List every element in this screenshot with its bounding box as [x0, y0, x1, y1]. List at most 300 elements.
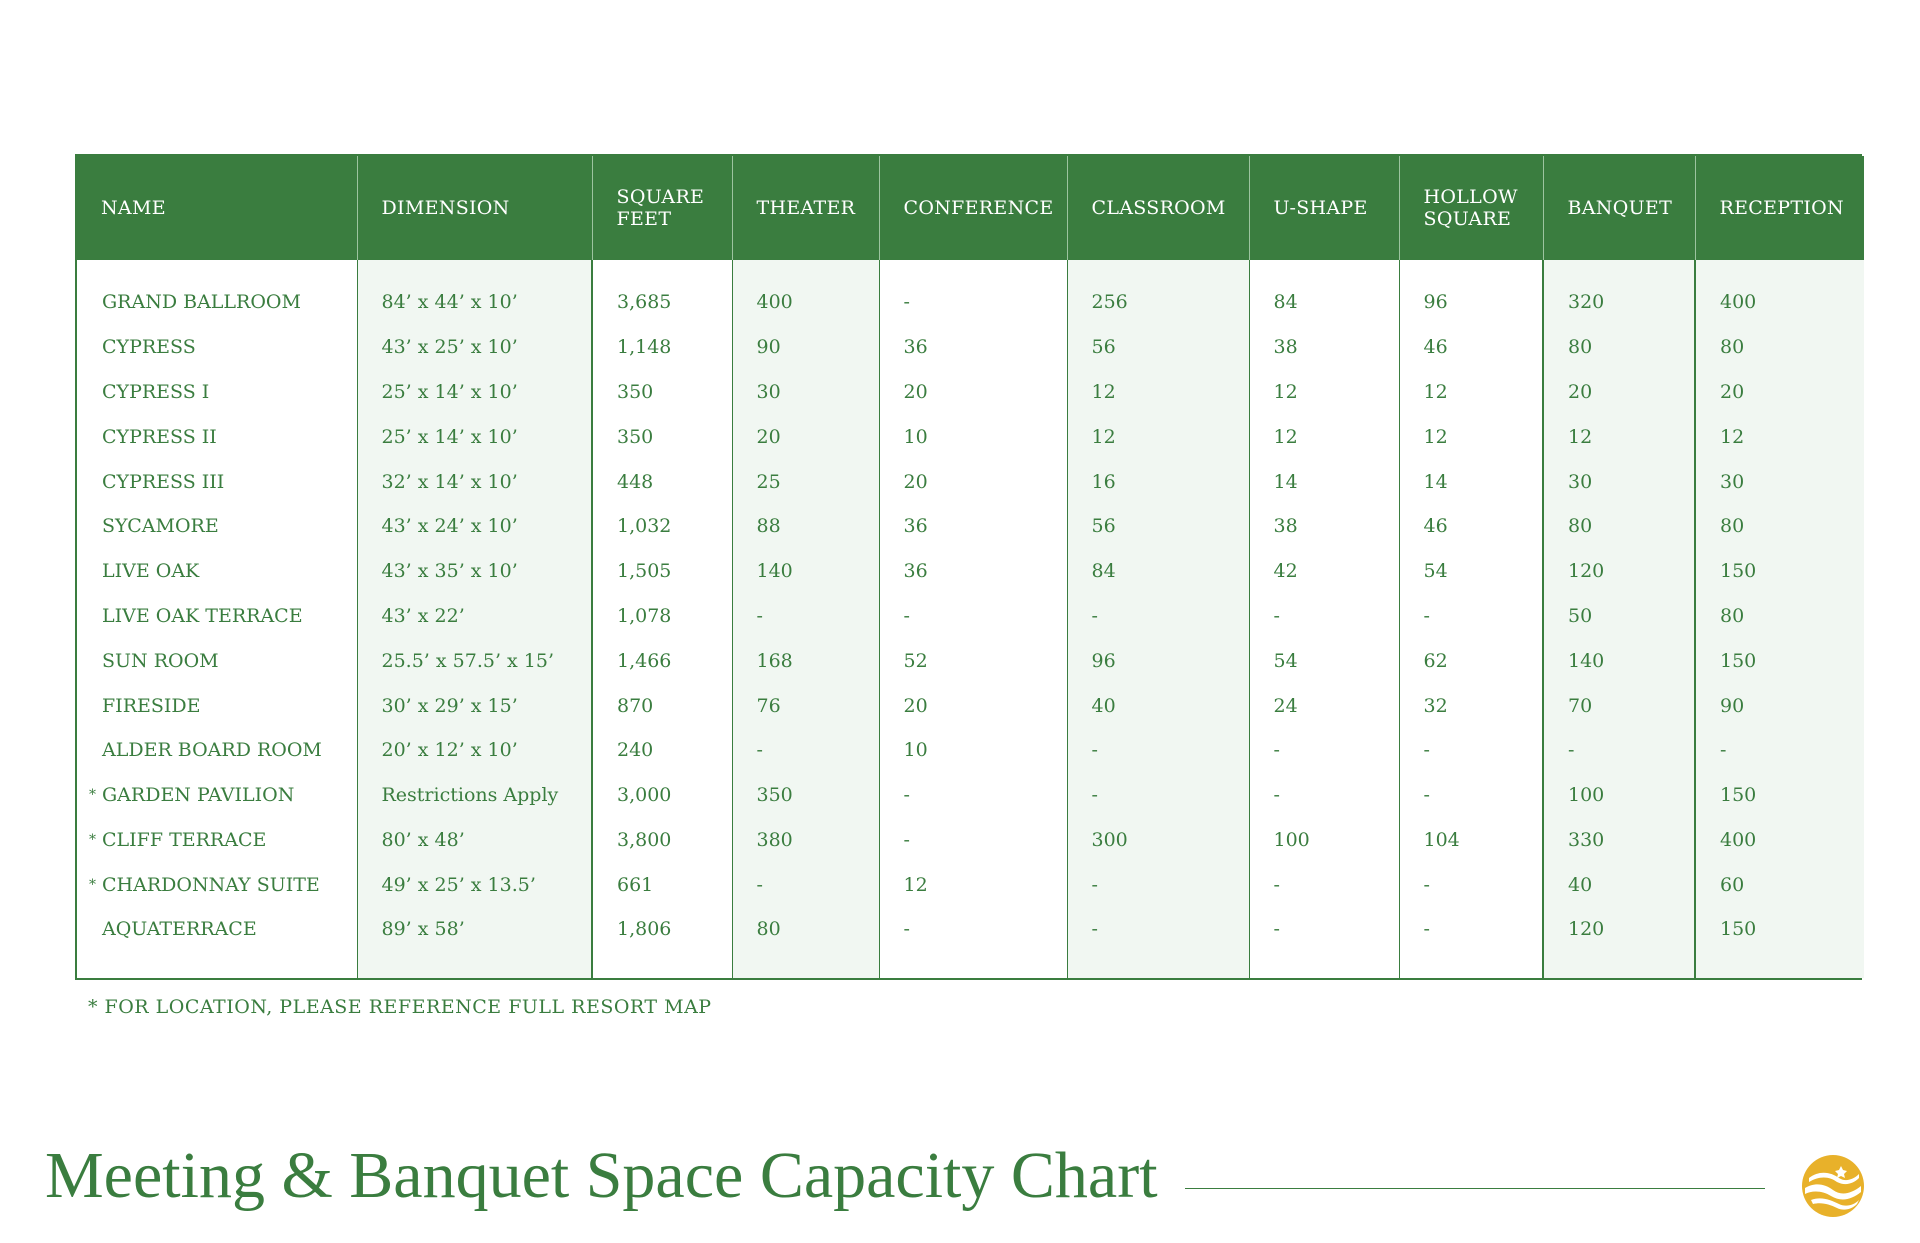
spacer-cell: [1067, 952, 1249, 978]
cell-text: 120: [1568, 560, 1605, 583]
cell-text: 70: [1568, 694, 1593, 717]
cell-text: 140: [756, 560, 793, 583]
cell-text: 12: [1568, 425, 1593, 448]
table-cell: [1399, 549, 1543, 594]
table-cell: [592, 773, 732, 818]
cell-text: 100: [1273, 828, 1310, 851]
cell-text: 3,800: [617, 828, 672, 851]
cell-text: 54: [1273, 649, 1298, 672]
table-cell: [357, 325, 592, 370]
table-row: [77, 280, 1864, 325]
cell-text: 80’ x 48’: [381, 828, 465, 851]
cell-text: 400: [1720, 291, 1757, 314]
table-cell: [1695, 325, 1864, 370]
table-cell: [1543, 683, 1695, 728]
cell-text: 30’ x 29’ x 15’: [381, 694, 518, 717]
cell-text: 56: [1091, 336, 1116, 359]
table-cell: [879, 907, 1067, 952]
table-cell: [357, 549, 592, 594]
cell-text: 20: [1720, 381, 1745, 404]
table-cell: [1399, 459, 1543, 504]
table-cell: [732, 862, 879, 907]
table-cell: [357, 728, 592, 773]
table-cell: [732, 594, 879, 639]
cell-text: 30: [1568, 470, 1593, 493]
table-cell: [732, 683, 879, 728]
table-cell: [1249, 728, 1399, 773]
cell-text: 320: [1568, 291, 1605, 314]
cell-text: AQUATERRACE: [102, 918, 257, 941]
table-row: [77, 594, 1864, 639]
cell-text: -: [756, 873, 763, 896]
cell-text: 350: [617, 381, 654, 404]
table-cell: [592, 817, 732, 862]
table-cell: [1399, 370, 1543, 415]
table-cell: [592, 414, 732, 459]
title-divider: [1185, 1188, 1765, 1189]
capacity-table: [77, 156, 1864, 978]
table-row: [77, 773, 1864, 818]
cell-text: 12: [1091, 425, 1116, 448]
cell-text: 36: [903, 336, 928, 359]
cell-text: 80: [1720, 515, 1745, 538]
cell-text: -: [1273, 604, 1280, 627]
cell-text: 10: [903, 739, 928, 762]
column-header: [879, 156, 1067, 260]
cell-text: -: [1423, 873, 1430, 896]
table-cell: [1543, 549, 1695, 594]
table-cell: [1695, 862, 1864, 907]
cell-text: 38: [1273, 515, 1298, 538]
cell-text: 1,078: [617, 604, 672, 627]
table-cell: [357, 638, 592, 683]
table-cell: [1067, 549, 1249, 594]
table-cell: [357, 907, 592, 952]
cell-text: 56: [1091, 515, 1116, 538]
cell-text: 14: [1423, 470, 1448, 493]
spacer-cell: [879, 952, 1067, 978]
cell-text: SUN ROOM: [102, 649, 219, 672]
table-cell: [1399, 638, 1543, 683]
cell-text: -: [1720, 739, 1727, 762]
cell-text: CYPRESS III: [102, 470, 225, 493]
table-cell: [732, 817, 879, 862]
cell-text: 40: [1091, 694, 1116, 717]
cell-text: -: [903, 291, 910, 314]
table-spacer-row: [77, 260, 1864, 280]
table-cell: [1249, 862, 1399, 907]
footnote: * FOR LOCATION, PLEASE REFERENCE FULL RESORT MAP: [88, 996, 712, 1018]
room-name-cell: [77, 817, 357, 862]
table-cell: [1067, 728, 1249, 773]
cell-text: -: [903, 604, 910, 627]
table-cell: [879, 370, 1067, 415]
cell-text: 12: [1720, 425, 1745, 448]
cell-text: 350: [756, 784, 793, 807]
table-cell: [592, 459, 732, 504]
cell-text: -: [903, 918, 910, 941]
cell-text: 90: [756, 336, 781, 359]
column-header: [357, 156, 592, 260]
cell-text: -: [1568, 739, 1575, 762]
table-cell: [592, 728, 732, 773]
table-cell: [732, 325, 879, 370]
table-cell: [1695, 683, 1864, 728]
table-cell: [879, 549, 1067, 594]
cell-text: -: [1423, 739, 1430, 762]
room-name-cell: [77, 594, 357, 639]
cell-text: 10: [903, 425, 928, 448]
table-cell: [1067, 459, 1249, 504]
cell-text: 150: [1720, 560, 1757, 583]
cell-text: 43’ x 35’ x 10’: [381, 560, 518, 583]
table-cell: [879, 325, 1067, 370]
cell-text: CYPRESS II: [102, 425, 217, 448]
column-header: [1249, 156, 1399, 260]
table-cell: [1399, 817, 1543, 862]
table-cell: [1695, 728, 1864, 773]
cell-text: 89’ x 58’: [381, 918, 465, 941]
cell-text: CHARDONNAY SUITE: [102, 873, 320, 896]
cell-text: 25’ x 14’ x 10’: [381, 425, 518, 448]
cell-text: -: [1423, 784, 1430, 807]
table-cell: [1249, 638, 1399, 683]
spacer-cell: [1543, 260, 1695, 280]
table-cell: [1399, 325, 1543, 370]
table-cell: [357, 683, 592, 728]
cell-text: -: [756, 739, 763, 762]
table-cell: [592, 504, 732, 549]
room-name-cell: [77, 280, 357, 325]
table-cell: [879, 773, 1067, 818]
table-cell: [1067, 638, 1249, 683]
table-cell: [732, 549, 879, 594]
table-body: [77, 260, 1864, 978]
table-cell: [1543, 638, 1695, 683]
table-cell: [1249, 280, 1399, 325]
cell-text: 256: [1091, 291, 1128, 314]
spacer-cell: [77, 952, 357, 978]
cell-text: 25’ x 14’ x 10’: [381, 381, 518, 404]
cell-text: 12: [1273, 381, 1298, 404]
room-name-cell: [77, 862, 357, 907]
cell-text: 100: [1568, 784, 1605, 807]
table-cell: [1249, 370, 1399, 415]
cell-text: CLIFF TERRACE: [102, 828, 267, 851]
column-header: [1399, 156, 1543, 260]
cell-text: 1,466: [617, 649, 672, 672]
table-cell: [1695, 414, 1864, 459]
table-spacer-row: [77, 952, 1864, 978]
table-cell: [357, 414, 592, 459]
table-row: [77, 638, 1864, 683]
spacer-cell: [357, 952, 592, 978]
room-name-cell: [77, 683, 357, 728]
cell-text: 80: [1720, 336, 1745, 359]
cell-text: SYCAMORE: [102, 515, 219, 538]
table-cell: [1543, 817, 1695, 862]
cell-text: 46: [1423, 515, 1448, 538]
table-cell: [1249, 907, 1399, 952]
cell-text: 84’ x 44’ x 10’: [381, 291, 518, 314]
table-cell: [1067, 325, 1249, 370]
cell-text: 43’ x 24’ x 10’: [381, 515, 518, 538]
table-cell: [1067, 773, 1249, 818]
spacer-cell: [879, 260, 1067, 280]
cell-text: 25: [756, 470, 781, 493]
cell-text: 400: [1720, 828, 1757, 851]
cell-text: 20: [903, 470, 928, 493]
cell-text: 20: [903, 694, 928, 717]
column-header-text: U-SHAPE: [1273, 197, 1368, 219]
table-cell: [592, 280, 732, 325]
table-row: [77, 907, 1864, 952]
table-cell: [357, 280, 592, 325]
cell-text: 43’ x 25’ x 10’: [381, 336, 518, 359]
cell-text: 1,505: [617, 560, 672, 583]
table-cell: [732, 907, 879, 952]
table-row: [77, 370, 1864, 415]
spacer-cell: [1543, 952, 1695, 978]
cell-text: 90: [1720, 694, 1745, 717]
room-name-cell: [77, 459, 357, 504]
capacity-table-container: [75, 154, 1862, 980]
cell-text: 20: [756, 425, 781, 448]
column-header-text: BANQUET: [1567, 197, 1673, 219]
page-title: Meeting & Banquet Space Capacity Chart: [45, 1139, 1158, 1212]
table-row: [77, 325, 1864, 370]
table-row: [77, 862, 1864, 907]
cell-text: GRAND BALLROOM: [102, 291, 301, 314]
cell-text: LIVE OAK TERRACE: [102, 604, 303, 627]
asterisk-marker: *: [89, 787, 96, 804]
table-cell: [1067, 504, 1249, 549]
table-cell: [1399, 728, 1543, 773]
cell-text: 88: [756, 515, 781, 538]
table-cell: [879, 594, 1067, 639]
table-cell: [732, 370, 879, 415]
cell-text: 350: [617, 425, 654, 448]
table-cell: [1543, 907, 1695, 952]
cell-text: 12: [1273, 425, 1298, 448]
cell-text: 96: [1423, 291, 1448, 314]
table-cell: [1543, 594, 1695, 639]
spacer-cell: [1249, 260, 1399, 280]
table-cell: [357, 459, 592, 504]
cell-text: -: [1091, 918, 1098, 941]
column-header: [1695, 156, 1864, 260]
cell-text: 50: [1568, 604, 1593, 627]
table-cell: [1543, 414, 1695, 459]
cell-text: -: [1091, 604, 1098, 627]
table-cell: [879, 683, 1067, 728]
table-cell: [879, 459, 1067, 504]
cell-text: CYPRESS I: [102, 381, 210, 404]
cell-text: 14: [1273, 470, 1298, 493]
cell-text: -: [1091, 739, 1098, 762]
room-name-cell: [77, 638, 357, 683]
table-cell: [732, 728, 879, 773]
table-cell: [592, 907, 732, 952]
cell-text: 1,148: [617, 336, 672, 359]
table-cell: [1695, 817, 1864, 862]
cell-text: 104: [1423, 828, 1460, 851]
table-cell: [879, 280, 1067, 325]
table-cell: [879, 817, 1067, 862]
table-row: [77, 459, 1864, 504]
table-cell: [357, 773, 592, 818]
table-cell: [879, 728, 1067, 773]
spacer-cell: [1399, 260, 1543, 280]
table-cell: [1249, 773, 1399, 818]
table-cell: [1543, 280, 1695, 325]
table-cell: [1543, 773, 1695, 818]
cell-text: 36: [903, 515, 928, 538]
cell-text: 3,000: [617, 784, 672, 807]
cell-text: 25.5’ x 57.5’ x 15’: [381, 649, 554, 672]
cell-text: 330: [1568, 828, 1605, 851]
spacer-cell: [1695, 260, 1864, 280]
table-cell: [1399, 862, 1543, 907]
cell-text: 168: [756, 649, 793, 672]
table-cell: [1067, 862, 1249, 907]
cell-text: 12: [1423, 425, 1448, 448]
cell-text: 38: [1273, 336, 1298, 359]
table-cell: [592, 683, 732, 728]
cell-text: 150: [1720, 918, 1757, 941]
column-header-text: SQUARE: [1423, 208, 1512, 230]
cell-text: -: [1091, 873, 1098, 896]
table-cell: [1249, 459, 1399, 504]
table-cell: [1695, 773, 1864, 818]
room-name-cell: [77, 414, 357, 459]
table-cell: [1543, 370, 1695, 415]
cell-text: 150: [1720, 784, 1757, 807]
cell-text: 62: [1423, 649, 1448, 672]
cell-text: 84: [1091, 560, 1116, 583]
cell-text: 661: [617, 873, 654, 896]
spacer-cell: [1695, 952, 1864, 978]
table-cell: [1249, 504, 1399, 549]
cell-text: -: [903, 828, 910, 851]
cell-text: 380: [756, 828, 793, 851]
table-row: [77, 683, 1864, 728]
cell-text: 46: [1423, 336, 1448, 359]
cell-text: 1,806: [617, 918, 672, 941]
table-cell: [1695, 907, 1864, 952]
cell-text: 30: [1720, 470, 1745, 493]
table-cell: [1249, 549, 1399, 594]
table-cell: [1399, 504, 1543, 549]
column-header: [77, 156, 357, 260]
cell-text: 300: [1091, 828, 1128, 851]
cell-text: -: [1091, 784, 1098, 807]
cell-text: 1,032: [617, 515, 672, 538]
table-cell: [1067, 594, 1249, 639]
spacer-cell: [592, 260, 732, 280]
table-cell: [592, 594, 732, 639]
table-cell: [357, 370, 592, 415]
cell-text: 43’ x 22’: [381, 604, 465, 627]
cell-text: 140: [1568, 649, 1605, 672]
cell-text: 20: [1568, 381, 1593, 404]
cell-text: 32’ x 14’ x 10’: [381, 470, 518, 493]
cell-text: 448: [617, 470, 654, 493]
cell-text: 400: [756, 291, 793, 314]
cell-text: 76: [756, 694, 781, 717]
cell-text: 52: [903, 649, 928, 672]
table-cell: [1399, 773, 1543, 818]
table-cell: [1399, 414, 1543, 459]
table-cell: [1695, 370, 1864, 415]
spacer-cell: [1067, 260, 1249, 280]
table-cell: [1067, 370, 1249, 415]
spacer-cell: [592, 952, 732, 978]
table-cell: [732, 504, 879, 549]
cell-text: 96: [1091, 649, 1116, 672]
cell-text: 80: [1568, 336, 1593, 359]
column-header-text: CONFERENCE: [903, 197, 1054, 219]
cell-text: 80: [1568, 515, 1593, 538]
cell-text: 12: [1091, 381, 1116, 404]
table-cell: [1695, 549, 1864, 594]
table-cell: [1543, 325, 1695, 370]
asterisk-marker: *: [89, 876, 96, 893]
column-header: [1543, 156, 1695, 260]
table-cell: [1249, 683, 1399, 728]
column-header-text: HOLLOW: [1423, 186, 1518, 208]
table-cell: [1695, 459, 1864, 504]
cell-text: CYPRESS: [102, 336, 196, 359]
table-row: [77, 817, 1864, 862]
table-row: [77, 728, 1864, 773]
room-name-cell: [77, 907, 357, 952]
table-cell: [1543, 862, 1695, 907]
table-cell: [357, 862, 592, 907]
resort-logo-icon: [1801, 1154, 1865, 1218]
table-cell: [1543, 504, 1695, 549]
spacer-cell: [732, 260, 879, 280]
table-cell: [357, 594, 592, 639]
cell-text: 84: [1273, 291, 1298, 314]
cell-text: 240: [617, 739, 654, 762]
table-cell: [1067, 414, 1249, 459]
table-cell: [732, 414, 879, 459]
table-cell: [1249, 817, 1399, 862]
cell-text: 12: [903, 873, 928, 896]
cell-text: 150: [1720, 649, 1757, 672]
table-cell: [1695, 504, 1864, 549]
table-cell: [592, 638, 732, 683]
column-header-text: CLASSROOM: [1091, 197, 1226, 219]
column-header: [732, 156, 879, 260]
table-cell: [1543, 728, 1695, 773]
cell-text: -: [903, 784, 910, 807]
cell-text: Restrictions Apply: [381, 784, 559, 807]
room-name-cell: [77, 504, 357, 549]
table-cell: [1399, 907, 1543, 952]
table-cell: [1067, 280, 1249, 325]
table-cell: [357, 504, 592, 549]
table-cell: [732, 638, 879, 683]
cell-text: 870: [617, 694, 654, 717]
table-header-row: [77, 156, 1864, 260]
column-header-text: NAME: [101, 197, 166, 219]
cell-text: 30: [756, 381, 781, 404]
table-cell: [1399, 594, 1543, 639]
cell-text: -: [1273, 739, 1280, 762]
spacer-cell: [357, 260, 592, 280]
